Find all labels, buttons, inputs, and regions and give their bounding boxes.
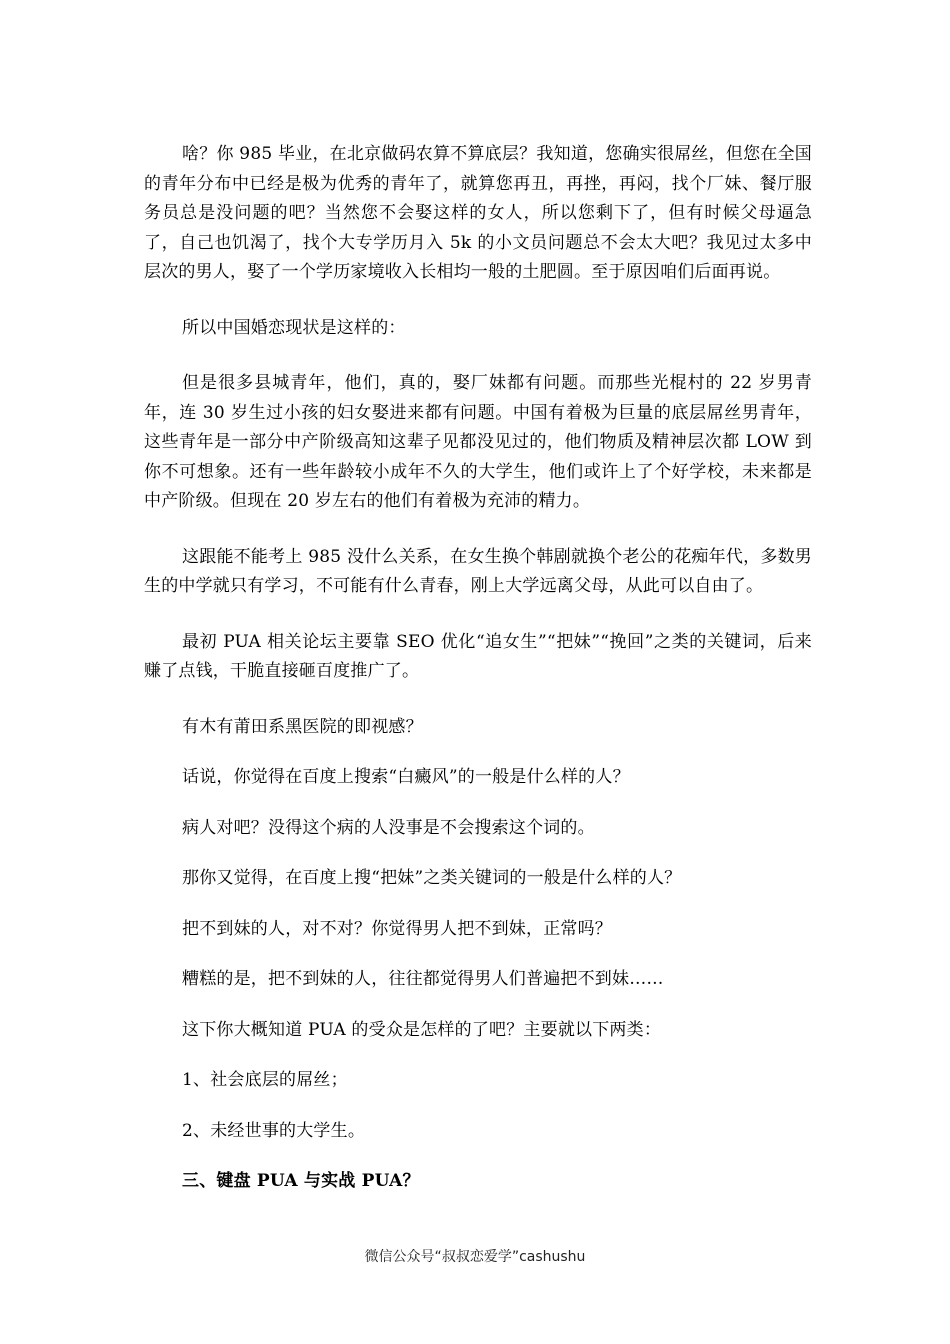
paragraph: 那你又觉得，在百度上搜“把妹”之类关键词的一般是什么样的人？ <box>182 868 682 888</box>
paragraph: 这跟能不能考上 985 没什么关系，在女生换个韩剧就换个老公的花痴年代，多数男生的中学就只有学习，不可能有什么青春，刚上大学远离父母，从此可以自由了。 <box>144 546 812 596</box>
paragraph: 最初 PUA 相关论坛主要靠 SEO 优化“追女生”“把妹”“挽回”之类的关键词，后来赚了点钱，干脆直接砸百度推广了。 <box>144 631 812 681</box>
paragraph: 所以中国婚恋现状是这样的： <box>182 317 406 338</box>
list-item: 1、社会底层的屌丝； <box>182 1070 348 1090</box>
page-footer: 微信公众号“叔叔恋爱学”cashushu <box>364 1249 586 1265</box>
paragraph: 把不到妹的人，对不对？你觉得男人把不到妹，正常吗？ <box>182 918 612 939</box>
paragraph: 啥？你 985 毕业，在北京做码农算不算底层？我知道，您确实很屌丝，但您在全国的青年分布中已经是极为优秀的青年了，就算您再丑，再挫，再闷，找个厂妹、餐厅服务员总是没问题的吧？当然您不会娶这样的女人，所以您剩下了，但有时候父母逼急了，自己也饥渴了，找个大专学历月入 5k 的小文员问题总不会太大吧？我见过太多中层次的男人，娶了一个学历家境收入长相均一般的土肥圆。至于原因咱们后面再说。 <box>144 144 812 282</box>
paragraph: 这下你大概知道 PUA 的受众是怎样的了吧？主要就以下两类： <box>182 1019 662 1040</box>
list-item: 2、未经世事的大学生。 <box>182 1120 366 1141</box>
paragraph: 话说，你觉得在百度上搜索“白癜风”的一般是什么样的人？ <box>182 767 630 787</box>
section-heading: 三、键盘 PUA 与实战 PUA？ <box>182 1171 420 1191</box>
paragraph: 糟糕的是，把不到妹的人，往往都觉得男人们普遍把不到妹…… <box>182 969 664 989</box>
paragraph: 但是很多县城青年，他们，真的，娶厂妹都有问题。而那些光棍村的 22 岁男青年，连 30 岁生过小孩的妇女娶进来都有问题。中国有着极为巨量的底层屌丝男青年，这些青年是一部分中产阶级高知这辈子见都没见过的，他们物质及精神层次都 LOW 到你不可想象。还有一些年龄较小成年不久的大学生，他们或许上了个好学校，未来都是中产阶级。但现在 20 岁左右的他们有着极为充沛的精力。 <box>144 373 812 511</box>
document-body <box>144 140 812 1197</box>
paragraph: 病人对吧？没得这个病的人没事是不会搜索这个词的。 <box>182 817 595 838</box>
paragraph: 有木有莆田系黑医院的即视感？ <box>182 716 423 737</box>
